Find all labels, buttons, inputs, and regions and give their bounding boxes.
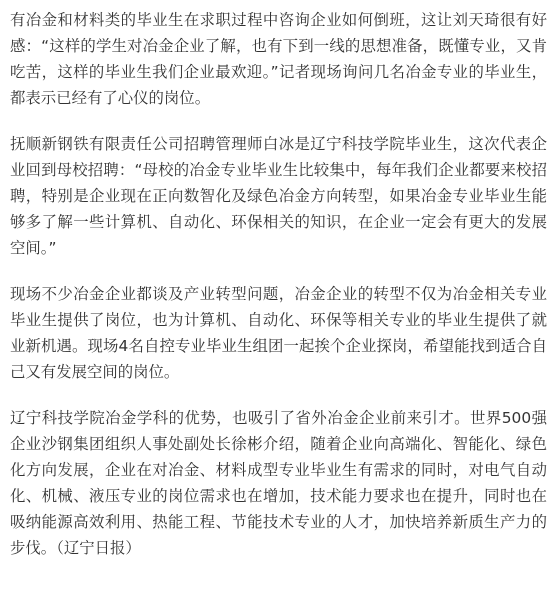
- paragraph-3: 现场不少冶金企业都谈及产业转型问题，冶金企业的转型不仅为冶金相关专业毕业生提供了岗位，也为计算机、自动化、环保等相关专业的毕业生提供了就业新机遇。现场4名自控专业毕业生组团一起挨个企业探岗，希望能找到适合自己又有发展空间的岗位。: [10, 285, 547, 381]
- paragraph-1: 有冶金和材料类的毕业生在求职过程中咨询企业如何倒班，这让刘天琦很有好感：“这样的学生对冶金企业了解，也有下到一线的思想准备，既懂专业，又肯吃苦，这样的毕业生我们企业最欢迎。”记者现场询问几名冶金专业的毕业生，都表示已经有了心仪的岗位。: [10, 11, 547, 107]
- paragraph-4: 辽宁科技学院冶金学科的优势，也吸引了省外冶金企业前来引才。世界500强企业沙钢集团组织人事处副处长徐彬介绍，随着企业向高端化、智能化、绿色化方向发展，企业在对冶金、材料成型专业毕业生有需求的同时，对电气自动化、机械、液压专业的岗位需求也在增加，技术能力要求也在提升，同时也在吸纳能源高效利用、热能工程、节能技术专业的人才，加快培养新质生产力的步伐。（辽宁日报）: [10, 409, 547, 557]
- paragraph-2: 抚顺新钢铁有限责任公司招聘管理师白冰是辽宁科技学院毕业生，这次代表企业回到母校招聘：“母校的冶金专业毕业生比较集中，每年我们企业都要来校招聘，特别是企业现在正向数智化及绿色冶金方向转型，如果冶金专业毕业生能够多了解一些计算机、自动化、环保相关的知识，在企业一定会有更大的发展空间。”: [10, 135, 547, 257]
